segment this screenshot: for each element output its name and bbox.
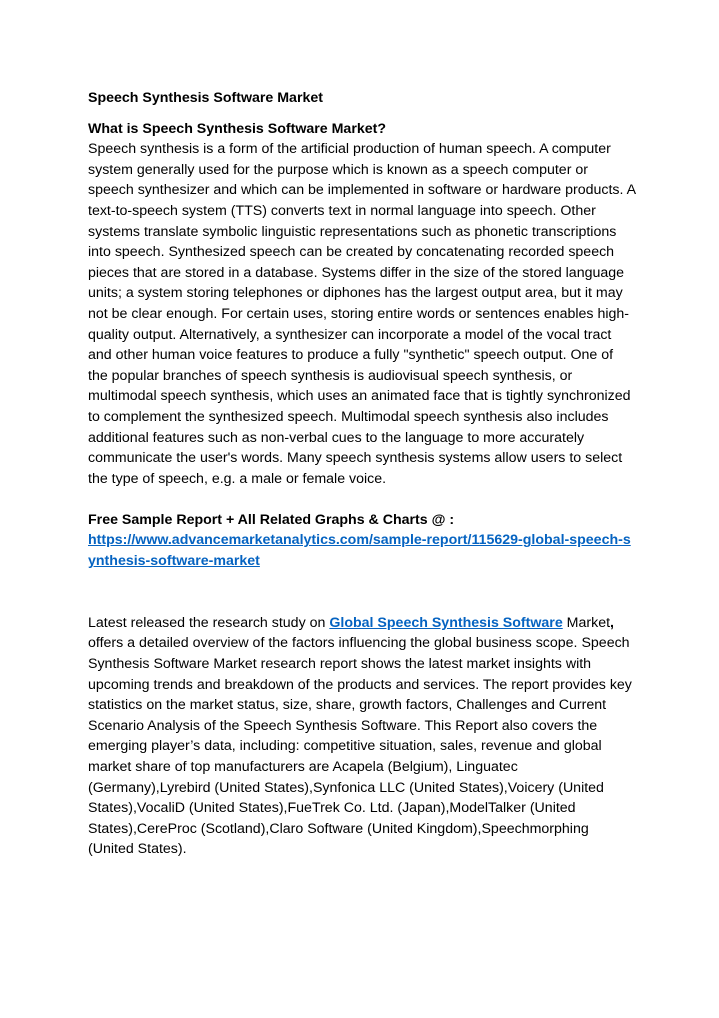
sample-report-heading: Free Sample Report + All Related Graphs & Charts @ :	[88, 511, 455, 528]
paragraph-spacer	[88, 489, 636, 510]
study-prefix-text: Latest released the research study on	[88, 614, 330, 631]
section-heading: What is Speech Synthesis Software Market?	[88, 120, 387, 137]
paragraph-spacer	[88, 572, 636, 593]
study-body-text: offers a detailed overview of the factors influencing the global business scope. Speech Synthesis Software Market research report shows the latest market insights with upcoming trends and breakdown of the products and services. The report provides key statistics on the market status, size, share, growth factors, Challenges and Current Scenario Analysis of the Speech Synthesis Software. This Report also covers the emerging player’s data, including: competitive situation, sales, revenue and global market share of top manufacturers are Acapela (Belgium), Linguatec (Germany),Lyrebird (United States),Synfonica LLC (United States),Voicery (United States),VocaliD (United States),FueTrek Co. Ltd. (Japan),ModelTalker (United States),CereProc (Scotland),Claro Software (United Kingdom),Speechmorphing (United States).	[88, 635, 632, 858]
global-speech-synthesis-link[interactable]: Global Speech Synthesis Software	[329, 614, 563, 631]
paragraph-spacer	[88, 592, 636, 613]
study-paragraph	[88, 613, 636, 860]
document-body	[88, 88, 636, 860]
sample-report-link[interactable]: https://www.advancemarketanalytics.com/sample-report/115629-global-speech-synthesis-software-market	[88, 532, 631, 570]
document-title: Speech Synthesis Software Market	[88, 90, 323, 106]
study-comma: ,	[610, 614, 614, 631]
study-market-text: Market	[562, 614, 611, 631]
intro-paragraph: Speech synthesis is a form of the artificial production of human speech. A computer system generally used for the purpose which is known as a speech computer or speech synthesizer and which can be implemented in software or hardware products. A text-to-speech system (TTS) converts text in normal language into speech. Other systems translate symbolic linguistic representations such as phonetic transcriptions into speech. Synthesized speech can be created by concatenating recorded speech pieces that are stored in a database. Systems differ in the size of the stored language units; a system storing telephones or diphones has the largest output area, but it may not be clear enough. For certain uses, storing entire words or sentences enables high-quality output. Alternatively, a synthesizer can incorporate a model of the vocal tract and other human voice features to produce a fully "synthetic" speech output. One of the popular branches of speech synthesis is audiovisual speech synthesis, or multimodal speech synthesis, which uses an animated face that is tightly synchronized to complement the synthesized speech. Multimodal speech synthesis also includes additional features such as non-verbal cues to the language to more accurately communicate the user's words. Many speech synthesis systems allow users to select the type of speech, e.g. a male or female voice.	[88, 141, 636, 487]
